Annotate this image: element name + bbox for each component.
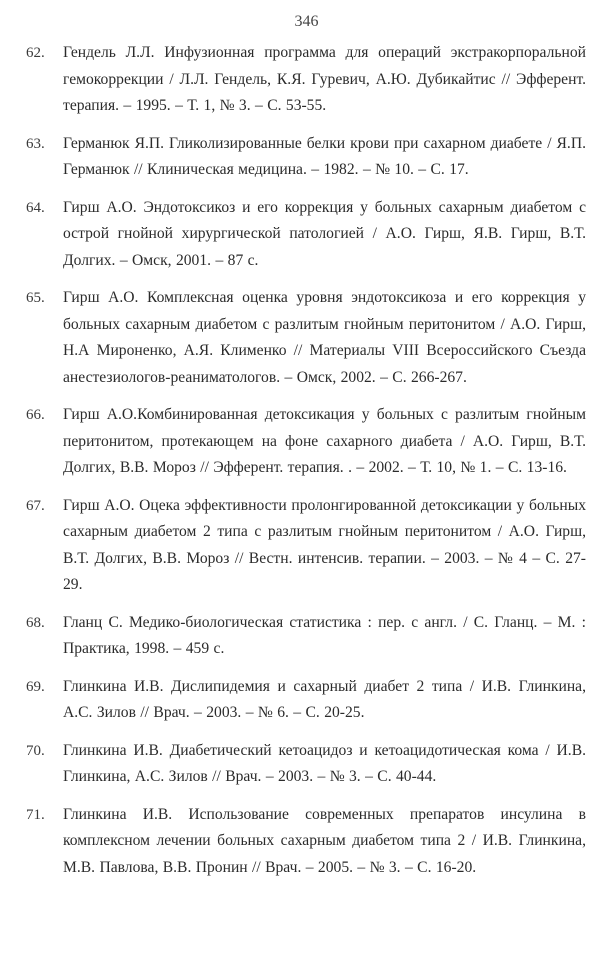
reference-text: Глинкина И.В. Диабетический кетоацидоз и кетоацидотическая кома / И.В. Глинкина, А.С. Зилов // Врач. – 2003. – № 3. – С. 40-44. [63,741,586,785]
reference-text: Гирш А.О. Оцека эффективности пролонгированной детоксикации у больных сахарным диабетом 2 типа с разлитым гнойным перитонитом / А.О. Гирш, В.Т. Долгих, В.В. Мороз // Вестн. интенсив. терапии. – 2003. – № 4 – С. 27-29. [63,496,586,593]
reference-number: 64. [26,199,45,216]
reference-item [0,610,613,663]
reference-text: Гирш А.О. Эндотоксикоз и его коррекция у больных сахарным диабетом с острой гнойной хирургической патологией / А.О. Гирш, Я.В. Гирш, В.Т. Долгих. – Омск, 2001. – 87 с. [63,198,586,269]
reference-text: Гирш А.О. Комплексная оценка уровня эндотоксикоза и его коррекция у больных сахарным диабетом с разлитым гнойным перитонитом / А.О. Гирш, Н.А Мироненко, А.Я. Клименко // Материалы VIII Всероссийского Съезда анестезиологов-реаниматологов. – Омск, 2002. – С. 266-267. [63,289,586,386]
reference-item [0,738,613,791]
reference-number: 68. [26,614,45,631]
reference-number: 63. [26,135,45,152]
reference-number: 65. [26,290,45,306]
reference-item [0,493,613,599]
reference-number: 71. [26,806,45,823]
reference-item [0,674,613,727]
page-number: 346 [294,13,319,30]
reference-item [0,402,613,482]
reference-item [0,285,613,391]
reference-number: 69. [26,678,45,695]
reference-text: Германюк Я.П. Гликолизированные белки крови при сахарном диабете / Я.П. Германюк // Клиническая медицина. – 1982. – № 10. – С. 17. [63,134,586,178]
reference-number: 70. [26,742,45,759]
reference-text: Гланц С. Медико-биологическая статистика : пер. с англ. / С. Гланц. – М. : Практика, 1998. – 459 с. [63,613,586,657]
reference-item [0,40,613,120]
reference-text: Глинкина И.В. Дислипидемия и сахарный диабет 2 типа / И.В. Глинкина, А.С. Зилов // Врач. – 2003. – № 6. – С. 20-25. [63,677,586,721]
reference-list [0,40,613,892]
reference-number: 66. [26,407,45,423]
reference-text: Глинкина И.В. Использование современных препаратов инсулина в комплексном лечении больных сахарным диабетом типа 2 / И.В. Глинкина, М.В. Павлова, В.В. Пронин // Врач. – 2005. – № 3. – С. 16-20. [63,805,586,876]
reference-number: 67. [26,497,45,514]
reference-text: Гирш А.О.Комбинированная детоксикация у больных с разлитым гнойным перитонитом, протекающем на фоне сахарного диабета / А.О. Гирш, В.Т. Долгих, В.В. Мороз // Эфферент. терапия. . – 2002. – Т. 10, № 1. – С. 13-16. [63,406,586,476]
reference-item [0,802,613,882]
reference-item [0,195,613,275]
reference-item [0,131,613,184]
reference-number: 62. [26,45,45,61]
reference-text: Гендель Л.Л. Инфузионная программа для операций экстракорпоральной гемокоррекции / Л.Л. Гендель, К.Я. Гуревич, А.Ю. Дубикайтис // Эфферент. терапия. – 1995. – Т. 1, № 3. – С. 53-55. [63,44,586,114]
